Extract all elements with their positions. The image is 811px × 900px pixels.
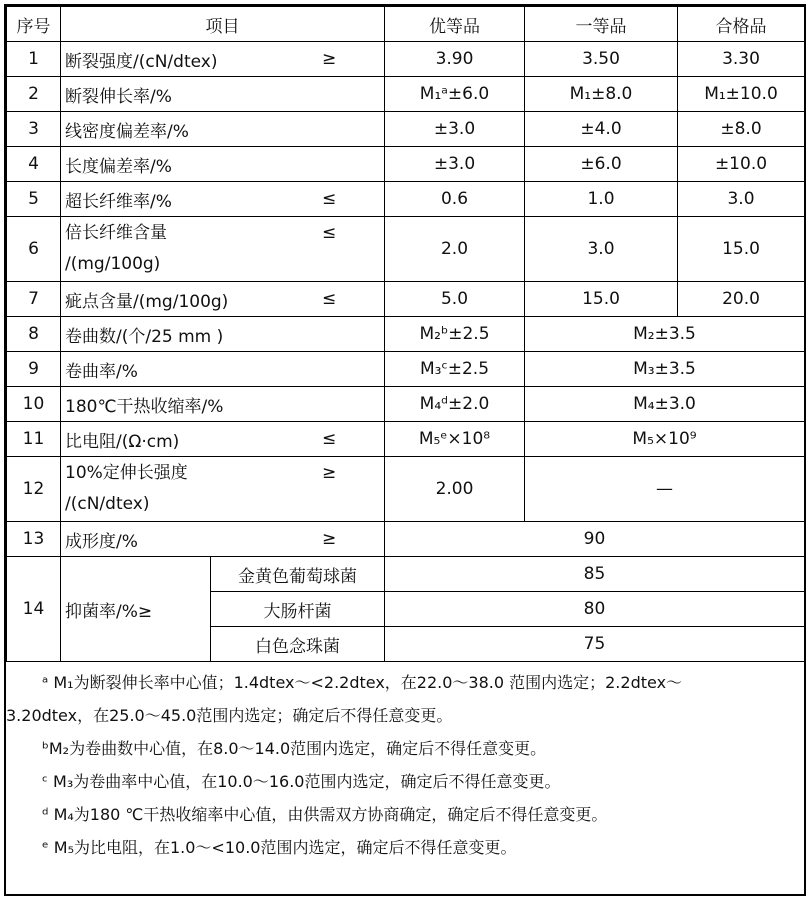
table-row [7,147,805,182]
value-first: 3.50 [525,42,678,77]
table-header-row [7,7,805,42]
sub-item-label: 金黄色葡萄球菌 [211,557,385,592]
value-all-grades: 75 [385,627,805,662]
row-number: 2 [7,77,61,112]
sub-item-label: 白色念珠菌 [211,627,385,662]
item-label: 断裂伸长率/% [65,86,172,107]
item-label: 长度偏差率/% [65,156,172,177]
item-label: 线密度偏差率/% [65,121,189,142]
table-row [7,42,805,77]
footnote-b: ᵇM₂为卷曲数中心值，在8.0～14.0范围内选定，确定后不得任意变更。 [42,739,547,758]
row-number: 13 [7,522,61,557]
value-premium: ±3.0 [385,147,525,182]
value-premium: 5.0 [385,282,525,317]
item-symbol: ≥ [322,529,337,549]
item-label: 超长纤维率/% [65,191,172,212]
row-item: 抑菌率/%≥ [61,557,211,662]
row-item [61,217,385,282]
sub-item-label: 大肠杆菌 [211,592,385,627]
value-premium: M₅ᵉ×10⁸ [385,422,525,457]
row-number: 3 [7,112,61,147]
item-label-line2: /(mg/100g) [65,254,161,274]
header-item: 项目 [61,7,385,42]
header-grade-first: 一等品 [525,7,678,42]
value-first-qualified: — [525,457,805,522]
value-qualified: ±10.0 [678,147,805,182]
table-row [7,282,805,317]
row-item [61,42,385,77]
value-premium: M₄ᵈ±2.0 [385,387,525,422]
row-number: 5 [7,182,61,217]
value-qualified: 3.0 [678,182,805,217]
value-premium: M₂ᵇ±2.5 [385,317,525,352]
item-label: 疵点含量/(mg/100g) [65,291,229,312]
row-item [61,112,385,147]
row-number: 12 [7,457,61,522]
value-qualified: 3.30 [678,42,805,77]
table-row [7,387,805,422]
value-first-qualified: M₃±3.5 [525,352,805,387]
value-first-qualified: M₄±3.0 [525,387,805,422]
item-symbol: ≤ [322,223,337,243]
value-premium: 2.0 [385,217,525,282]
value-first: M₁±8.0 [525,77,678,112]
value-qualified: 20.0 [678,282,805,317]
row-number: 6 [7,217,61,282]
value-first-qualified: M₂±3.5 [525,317,805,352]
row-item [61,317,385,352]
row-item [61,182,385,217]
value-qualified: 15.0 [678,217,805,282]
item-label: 卷曲数/(个/25 mm ) [65,326,224,347]
row-number: 10 [7,387,61,422]
item-label: 180℃干热收缩率/% [65,396,224,417]
value-premium: M₁ᵃ±6.0 [385,77,525,112]
row-number: 4 [7,147,61,182]
row-item [61,282,385,317]
value-premium: 3.90 [385,42,525,77]
table-row [7,77,805,112]
footnote-a-continued: 3.20dtex，在25.0～45.0范围内选定；确定后不得任意变更。 [6,706,453,725]
row-number: 11 [7,422,61,457]
table-row [7,317,805,352]
value-premium: M₃ᶜ±2.5 [385,352,525,387]
row-item [61,422,385,457]
footnote-e: ᵉ M₅为比电阻，在1.0～<10.0范围内选定，确定后不得任意变更。 [42,838,517,857]
value-first-qualified: M₅×10⁹ [525,422,805,457]
item-symbol: ≤ [322,429,337,449]
value-first: 1.0 [525,182,678,217]
value-all-grades: 85 [385,557,805,592]
footnotes [6,662,804,864]
item-label: 10%定伸长强度 [65,463,188,483]
value-first: 3.0 [525,217,678,282]
row-item [61,387,385,422]
footnote-a: ᵃ M₁为断裂伸长率中心值；1.4dtex～<2.2dtex，在22.0～38.0 范围内选定；2.2dtex～ [42,673,683,692]
item-label-line2: /(cN/dtex) [65,494,150,514]
row-number: 7 [7,282,61,317]
value-qualified: M₁±10.0 [678,77,805,112]
item-label: 倍长纤维含量 [65,223,167,243]
value-all-grades: 90 [385,522,805,557]
item-symbol: ≥ [322,463,337,483]
value-first: ±6.0 [525,147,678,182]
table-row [7,352,805,387]
table-row [7,522,805,557]
item-label: 卷曲率/% [65,361,138,382]
table-row [7,217,805,282]
value-qualified: ±8.0 [678,112,805,147]
footnote-c: ᶜ M₃为卷曲率中心值，在10.0～16.0范围内选定，确定后不得任意变更。 [42,772,561,791]
value-all-grades: 80 [385,592,805,627]
spec-table-frame [4,4,806,896]
row-item [61,522,385,557]
value-premium: 0.6 [385,182,525,217]
table-row [7,557,805,592]
table-row [7,112,805,147]
row-item [61,147,385,182]
item-label: 断裂强度/(cN/dtex) [65,51,218,72]
value-first: ±4.0 [525,112,678,147]
row-number: 14 [7,557,61,662]
value-premium: ±3.0 [385,112,525,147]
item-symbol: ≤ [322,289,337,309]
spec-table [6,6,805,662]
header-grade-premium: 优等品 [385,7,525,42]
header-grade-qualified: 合格品 [678,7,805,42]
header-no: 序号 [7,7,61,42]
row-number: 9 [7,352,61,387]
item-symbol: ≥ [322,49,337,69]
table-row [7,457,805,522]
table-row [7,422,805,457]
row-number: 1 [7,42,61,77]
value-first: 15.0 [525,282,678,317]
item-label: 比电阻/(Ω·cm) [65,431,180,452]
table-row [7,182,805,217]
row-item [61,77,385,112]
row-number: 8 [7,317,61,352]
item-label: 成形度/% [65,531,138,552]
value-premium: 2.00 [385,457,525,522]
row-item [61,457,385,522]
footnote-d: ᵈ M₄为180 ℃干热收缩率中心值，由供需双方协商确定，确定后不得任意变更。 [42,805,608,824]
item-symbol: ≤ [322,189,337,209]
row-item [61,352,385,387]
